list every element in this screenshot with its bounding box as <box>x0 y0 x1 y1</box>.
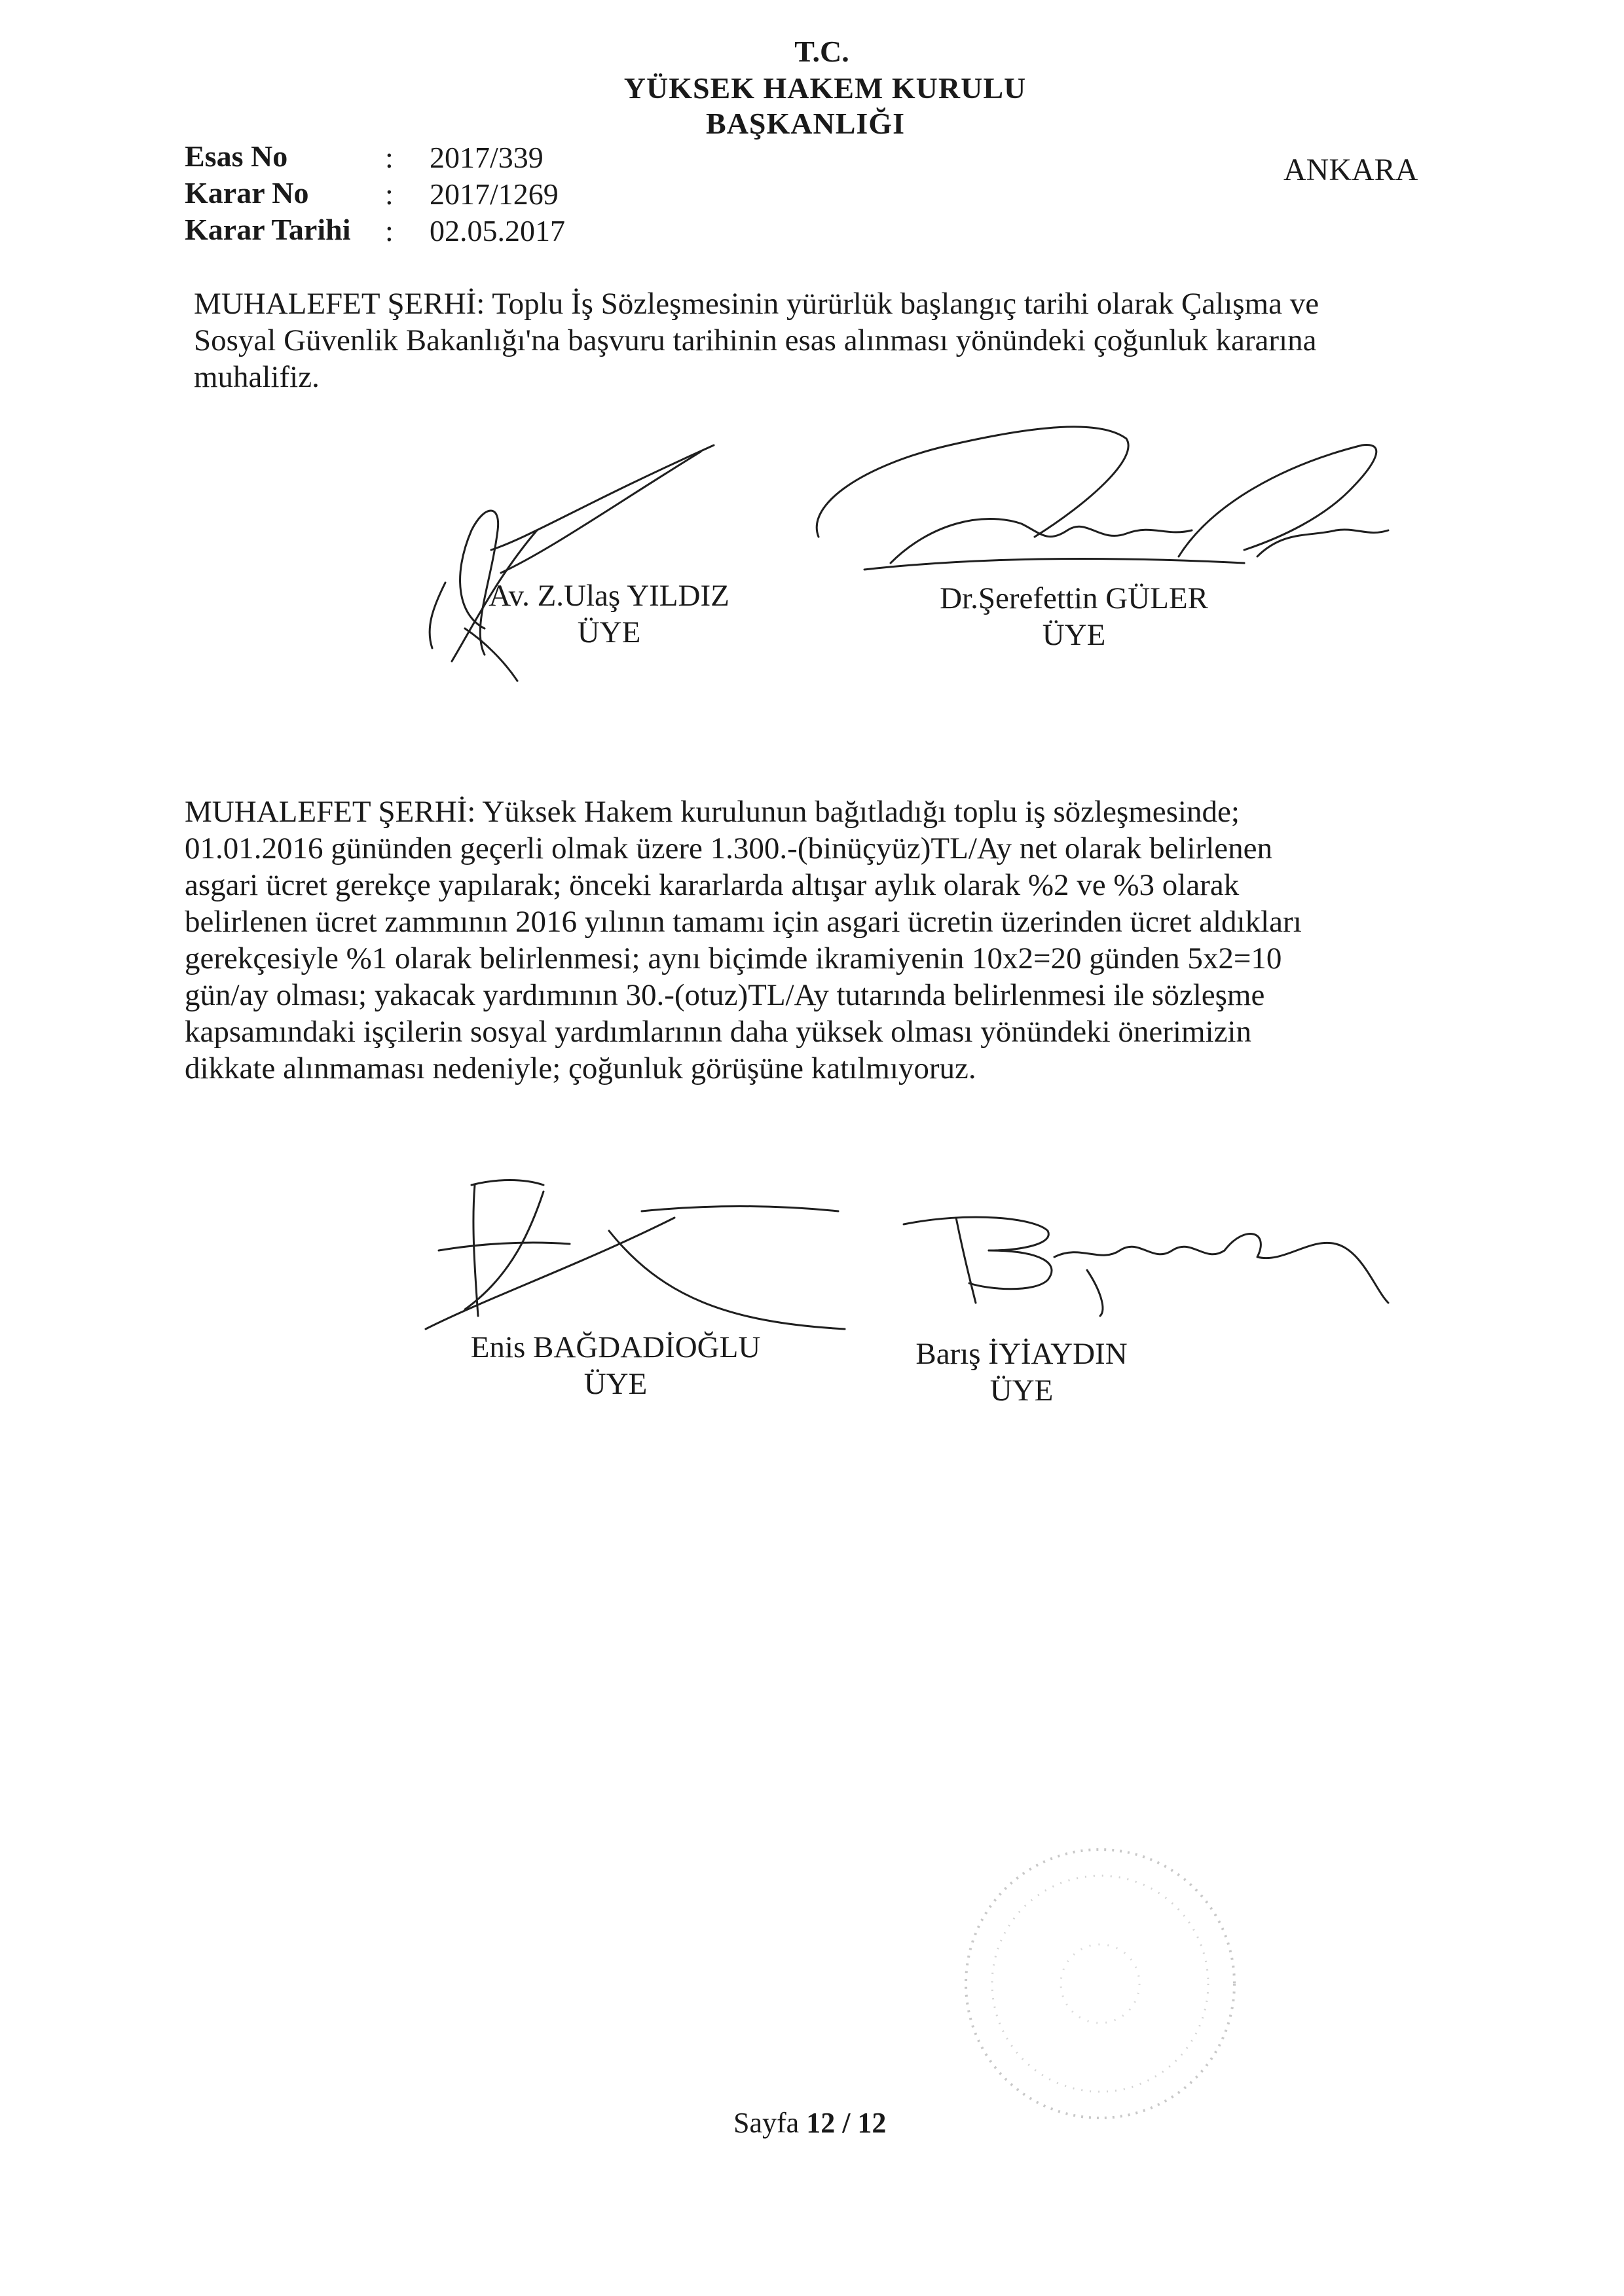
signature-guler <box>786 406 1428 602</box>
footer-total-pages: 12 <box>857 2107 887 2139</box>
case-info-value: 02.05.2017 <box>430 214 565 247</box>
dissent-1-line: MUHALEFET ŞERHİ: Toplu İş Sözleşmesinin yürürlük başlangıç tarihi olarak Çalışma ve <box>194 287 1320 321</box>
dissent-paragraph-1 <box>194 285 1438 395</box>
signatory-name: Dr.Şerefettin GÜLER <box>940 581 1208 615</box>
signature-iyiaydin <box>891 1198 1401 1316</box>
header-department: BAŞKANLIĞI <box>706 107 905 140</box>
signatory-role: ÜYE <box>577 615 641 649</box>
page-footer <box>733 2106 886 2140</box>
signatory-role: ÜYE <box>583 1367 648 1401</box>
signatory-role: ÜYE <box>1042 618 1106 652</box>
dissent-2-line: asgari ücret gerekçe yapılarak; önceki kararlarda altışar aylık olarak %2 ve %3 olarak <box>185 868 1240 902</box>
dissent-2-line: 01.01.2016 gününden geçerli olmak üzere 1.300.-(binüçyüz)TL/Ay net olarak belirlenen <box>185 831 1273 866</box>
signatory-role: ÜYE <box>989 1374 1054 1408</box>
case-info-value: 2017/339 <box>430 141 544 174</box>
dissent-2-line: kapsamındaki işçilerin sosyal yardımlarının daha yüksek olması yönündeki önerimizin <box>185 1015 1251 1049</box>
signatory-name: Av. Z.Ulaş YILDIZ <box>489 579 729 613</box>
case-info-label: Esas No <box>185 139 288 173</box>
official-seal <box>943 1827 1257 2141</box>
signature-bagdadioglu <box>413 1165 858 1349</box>
case-info-label: Karar Tarihi <box>185 213 351 246</box>
case-info-label: Karar No <box>185 176 309 210</box>
signatory-bagdadioglu <box>432 1329 799 1402</box>
dissent-2-line: gün/ay olması; yakacak yardımının 30.-(otuz)TL/Ay tutarında belirlenmesi ile sözleşme <box>185 978 1265 1012</box>
header-tc: T.C. <box>794 35 849 68</box>
case-info-sep: : <box>385 141 394 174</box>
signatory-iyiaydin <box>871 1336 1172 1409</box>
signatory-name: Enis BAĞDADİOĞLU <box>470 1330 761 1364</box>
dissent-2-line: gerekçesiyle %1 olarak belirlenmesi; aynı biçimde ikramiyenin 10x2=20 günden 5x2=10 <box>185 941 1282 975</box>
header-organization: YÜKSEK HAKEM KURULU <box>623 71 1027 105</box>
dissent-1-line: muhalifiz. <box>194 360 320 394</box>
dissent-2-line: dikkate alınmaması nedeniyle; çoğunluk görüşüne katılmıyoruz. <box>185 1051 976 1085</box>
footer-prefix: Sayfa <box>733 2107 800 2139</box>
signatory-guler <box>917 580 1231 653</box>
header-city: ANKARA <box>1283 153 1418 187</box>
case-info-sep: : <box>385 214 394 247</box>
signatory-yildiz <box>458 577 760 651</box>
case-info-sep: : <box>385 177 394 211</box>
case-info-value: 2017/1269 <box>430 177 559 211</box>
dissent-2-line: belirlenen ücret zammının 2016 yılının tamamı için asgari ücretin üzerinden ücret aldıkları <box>185 905 1302 939</box>
signatory-name: Barış İYİAYDIN <box>915 1337 1128 1371</box>
dissent-2-line: MUHALEFET ŞERHİ: Yüksek Hakem kurulunun bağıtladığı toplu iş sözleşmesinde; <box>185 795 1240 829</box>
footer-separator: / <box>842 2107 851 2139</box>
dissent-paragraph-2 <box>185 793 1429 1087</box>
dissent-1-line: Sosyal Güvenlik Bakanlığı'na başvuru tarihinin esas alınması yönündeki çoğunluk kararına <box>194 323 1317 357</box>
footer-current-page: 12 <box>806 2107 836 2139</box>
